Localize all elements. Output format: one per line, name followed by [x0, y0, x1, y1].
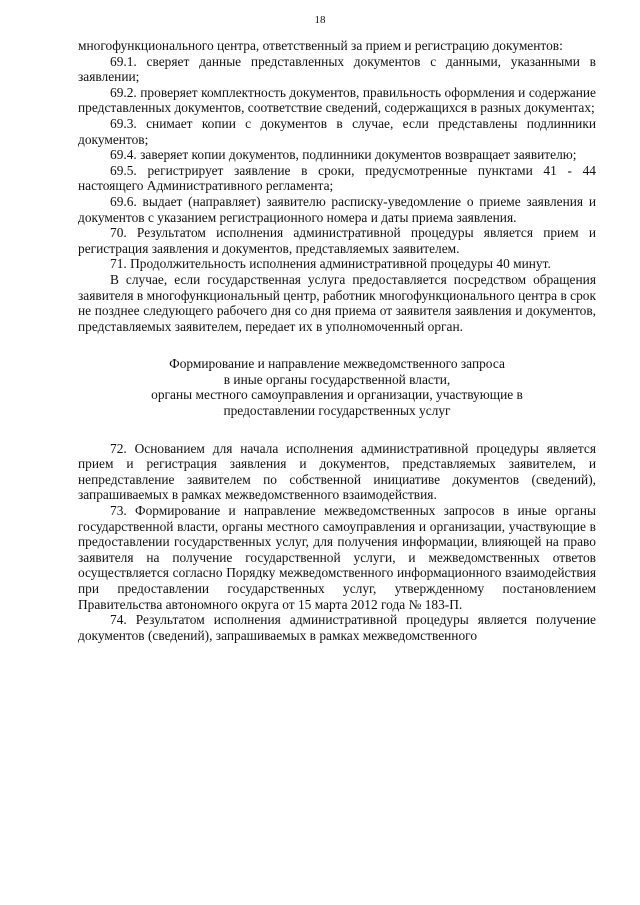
paragraph: 69.3. снимает копии с документов в случае, если представлены подлинники документов;	[78, 115, 596, 147]
page-number: 18	[314, 14, 326, 26]
document-body	[78, 38, 596, 643]
heading-line: Формирование и направление межведомственного запроса	[169, 356, 505, 372]
paragraph: 69.1. сверяет данные представленных документов с данными, указанными в заявлении;	[78, 53, 596, 85]
heading-line: в иные органы государственной власти,	[223, 371, 451, 387]
paragraph: 74. Результатом исполнения административной процедуры является получение документов (сведений), запрашиваемых в рамках межведомственного	[78, 612, 596, 643]
paragraph: 69.4. заверяет копии документов, подлинники документов возвращает заявителю;	[110, 147, 577, 163]
paragraph: многофункционального центра, ответственный за прием и регистрацию документов:	[78, 38, 563, 53]
paragraph: 69.6. выдает (направляет) заявителю расписку-уведомление о приеме заявления и документов с указанием регистрационного номера и даты приема заявления.	[78, 193, 596, 225]
paragraph: 73. Формирование и направление межведомственных запросов в иные органы государственной власти, органы местного самоуправления и организации, участвующие в предоставлении государственных услуг, для получения информации, влияющей на право заявителя на получение государственной услуги, и межведомственных ответов осуществляется согласно Порядку межведомственного информационного взаимодействия при предоставлении государственных услуг, утвержденному постановлением Правительства автономного округа от 15 марта 2012 года № 183-П.	[78, 503, 596, 612]
paragraph: В случае, если государственная услуга предоставляется посредством обращения заявителя в многофункциональный центр, работник многофункционального центра в срок не позднее следующего рабочего дня со дня приема от заявителя заявления и документов, представляемых заявителем, передает их в уполномоченный орган.	[78, 271, 596, 334]
heading-line: предоставлении государственных услуг	[223, 403, 451, 419]
paragraph: 69.5. регистрирует заявление в сроки, предусмотренные пунктами 41 - 44 настоящего Административного регламента;	[78, 162, 596, 194]
paragraph: 71. Продолжительность исполнения административной процедуры 40 минут.	[110, 256, 551, 272]
paragraph: 72. Основанием для начала исполнения административной процедуры является прием и регистрация заявления и документов, представляемых заявителем, и непредставление заявителем по собственной инициативе документов (сведений), запрашиваемых в рамках межведомственного взаимодействия.	[78, 440, 596, 503]
paragraph: 69.2. проверяет комплектность документов, правильность оформления и содержание представленных документов, соответствие сведений, содержащихся в разных документах;	[78, 84, 596, 116]
heading-line: органы местного самоуправления и организации, участвующие в	[151, 387, 523, 403]
top-section	[78, 38, 596, 334]
section-heading	[78, 356, 596, 418]
bottom-section	[78, 441, 596, 644]
paragraph: 70. Результатом исполнения административной процедуры является прием и регистрация заявления и документов, представляемых заявителем.	[78, 225, 596, 256]
